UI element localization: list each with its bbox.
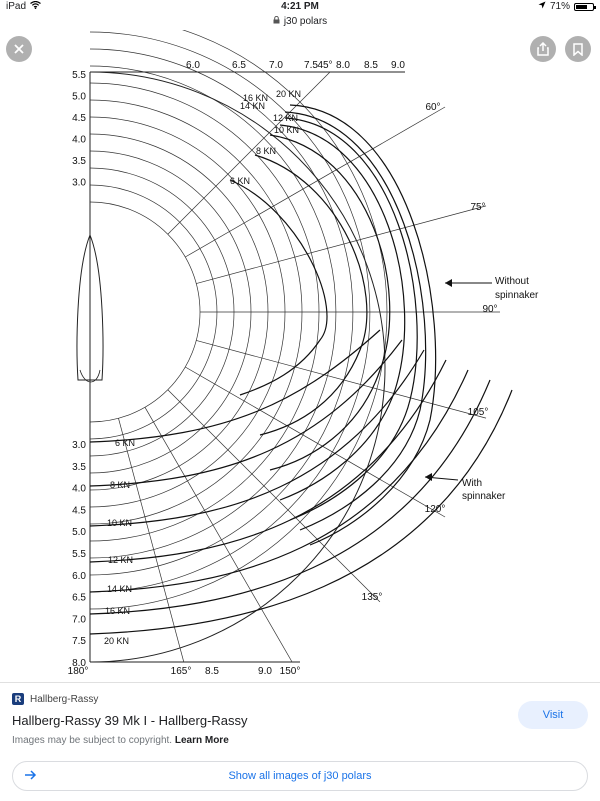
bottom-scale-label: 180° xyxy=(67,666,89,677)
upper-curve-label: 14 KN xyxy=(240,101,266,111)
polar-curve-lower xyxy=(90,330,380,442)
with-spinnaker-arrowhead xyxy=(425,473,432,481)
source-row[interactable] xyxy=(12,693,98,705)
top-scale-45-label: 45° xyxy=(317,60,333,71)
page-title: j30 polars xyxy=(283,16,328,27)
left-lower-scale-label: 4.0 xyxy=(72,483,86,495)
without-spinnaker-label: spinnaker xyxy=(495,290,539,301)
close-icon xyxy=(14,44,24,54)
top-scale-label: 6.5 xyxy=(232,60,246,71)
with-spinnaker-label: With xyxy=(462,478,482,489)
left-lower-scale-label: 5.5 xyxy=(72,549,86,560)
left-lower-scale-label: 4.5 xyxy=(72,505,86,517)
status-bar xyxy=(0,0,600,14)
left-upper-scale-label: 5.0 xyxy=(72,91,86,103)
location-arrow-icon xyxy=(538,0,546,14)
radial-line-165 xyxy=(118,418,183,662)
left-lower-scale-label: 8.0 xyxy=(72,658,86,669)
polar-diagram-svg xyxy=(0,30,600,680)
left-lower-scale-label: 3.5 xyxy=(72,461,86,473)
radial-line-120 xyxy=(185,367,445,517)
result-card xyxy=(0,682,600,801)
without-spinnaker-arrowhead xyxy=(445,279,452,287)
battery-percent: 71% xyxy=(549,1,570,12)
lower-curve-label: 6 KN xyxy=(115,438,136,448)
upper-curve-label: 20 KN xyxy=(276,89,302,99)
with-spinnaker-label: spinnaker xyxy=(462,491,506,502)
radial-line-150 xyxy=(145,407,292,662)
bottom-scale-label: 8.5 xyxy=(205,666,219,677)
top-scale-label: 8.5 xyxy=(364,60,378,71)
radial-line-135 xyxy=(168,390,380,602)
image-viewer xyxy=(0,30,600,680)
angle-label: 75° xyxy=(470,202,486,213)
outer-boundary xyxy=(90,72,385,662)
battery-icon xyxy=(574,3,594,11)
left-lower-scale-label: 6.0 xyxy=(72,570,86,582)
device-label: iPad xyxy=(6,1,27,12)
lower-curve-label: 12 KN xyxy=(108,555,134,565)
left-lower-scale-label: 7.5 xyxy=(72,636,86,648)
left-upper-scale-label: 3.5 xyxy=(72,156,86,167)
without-spinnaker-label: Without xyxy=(495,276,529,287)
left-lower-scale-label: 5.0 xyxy=(72,527,86,539)
upper-curve-label: 16 KN xyxy=(243,93,269,103)
bookmark-button[interactable] xyxy=(565,36,591,62)
show-all-label: Show all images of j30 polars xyxy=(228,770,372,782)
lower-curve-label: 16 KN xyxy=(105,606,131,616)
bottom-scale-label: 9.0 xyxy=(258,666,272,677)
clock: 4:21 PM xyxy=(281,1,319,12)
left-lower-scale-label: 7.0 xyxy=(72,614,86,626)
left-upper-scale-label: 3.0 xyxy=(72,177,86,189)
lower-curve-label: 8 KN xyxy=(110,480,131,490)
top-scale-label: 6.0 xyxy=(186,60,200,71)
bottom-scale-label: 165° xyxy=(170,666,192,677)
angle-label: 90° xyxy=(482,304,498,315)
upper-curve-label: 12 KN xyxy=(273,113,299,123)
learn-more-link[interactable]: Learn More xyxy=(174,735,229,746)
upper-curve-label: 6 KN xyxy=(230,176,251,186)
lower-curve-label: 10 KN xyxy=(107,518,133,528)
left-upper-scale-label: 5.5 xyxy=(72,70,86,81)
upper-curve-label: 10 KN xyxy=(274,125,300,135)
top-scale-label: 8.0 xyxy=(336,60,350,71)
url-bar[interactable] xyxy=(0,14,600,30)
angle-label: 60° xyxy=(425,102,441,113)
polar-curve-lower xyxy=(90,390,512,634)
left-upper-scale-label: 4.5 xyxy=(72,113,86,124)
copyright-notice xyxy=(12,735,229,746)
radial-line-105 xyxy=(196,340,486,418)
top-scale-label: 9.0 xyxy=(391,60,405,71)
left-lower-scale-label: 6.5 xyxy=(72,592,86,604)
visit-button[interactable]: Visit xyxy=(518,701,588,729)
left-lower-scale-label: 3.0 xyxy=(72,440,86,451)
lower-curve-label: 14 KN xyxy=(107,584,133,594)
source-name: Hallberg-Rassy xyxy=(30,693,99,705)
grid-ring xyxy=(90,185,217,439)
top-scale-label: 7.0 xyxy=(269,60,283,71)
show-all-images-button[interactable] xyxy=(12,761,588,791)
angle-label: 120° xyxy=(424,504,446,515)
polar-curve-upper xyxy=(285,118,417,520)
copyright-text: Images may be subject to copyright. xyxy=(12,735,173,746)
close-button[interactable] xyxy=(6,36,32,62)
angle-label: 135° xyxy=(361,592,383,603)
polar-curve-lower xyxy=(90,380,490,614)
lock-icon xyxy=(273,14,280,30)
source-logo: R xyxy=(12,693,24,705)
grid-ring xyxy=(90,202,200,422)
polar-curve-upper xyxy=(255,155,367,435)
share-icon xyxy=(537,42,549,56)
left-upper-scale-label: 4.0 xyxy=(72,134,86,146)
bottom-scale-label: 150° xyxy=(279,666,301,677)
share-button[interactable] xyxy=(530,36,556,62)
top-scale-label: 7.5 xyxy=(304,60,318,71)
grid-ring xyxy=(90,30,387,609)
result-title[interactable]: Hallberg-Rassy 39 Mk I - Hallberg-Rassy xyxy=(12,713,248,728)
bookmark-icon xyxy=(573,43,583,56)
polar-curve-lower xyxy=(90,360,446,562)
upper-curve-label: 8 KN xyxy=(256,146,277,156)
radial-line-60 xyxy=(185,107,445,257)
lower-curve-label: 20 KN xyxy=(104,636,130,646)
radial-line-75 xyxy=(196,206,486,284)
angle-label: 105° xyxy=(467,407,489,418)
